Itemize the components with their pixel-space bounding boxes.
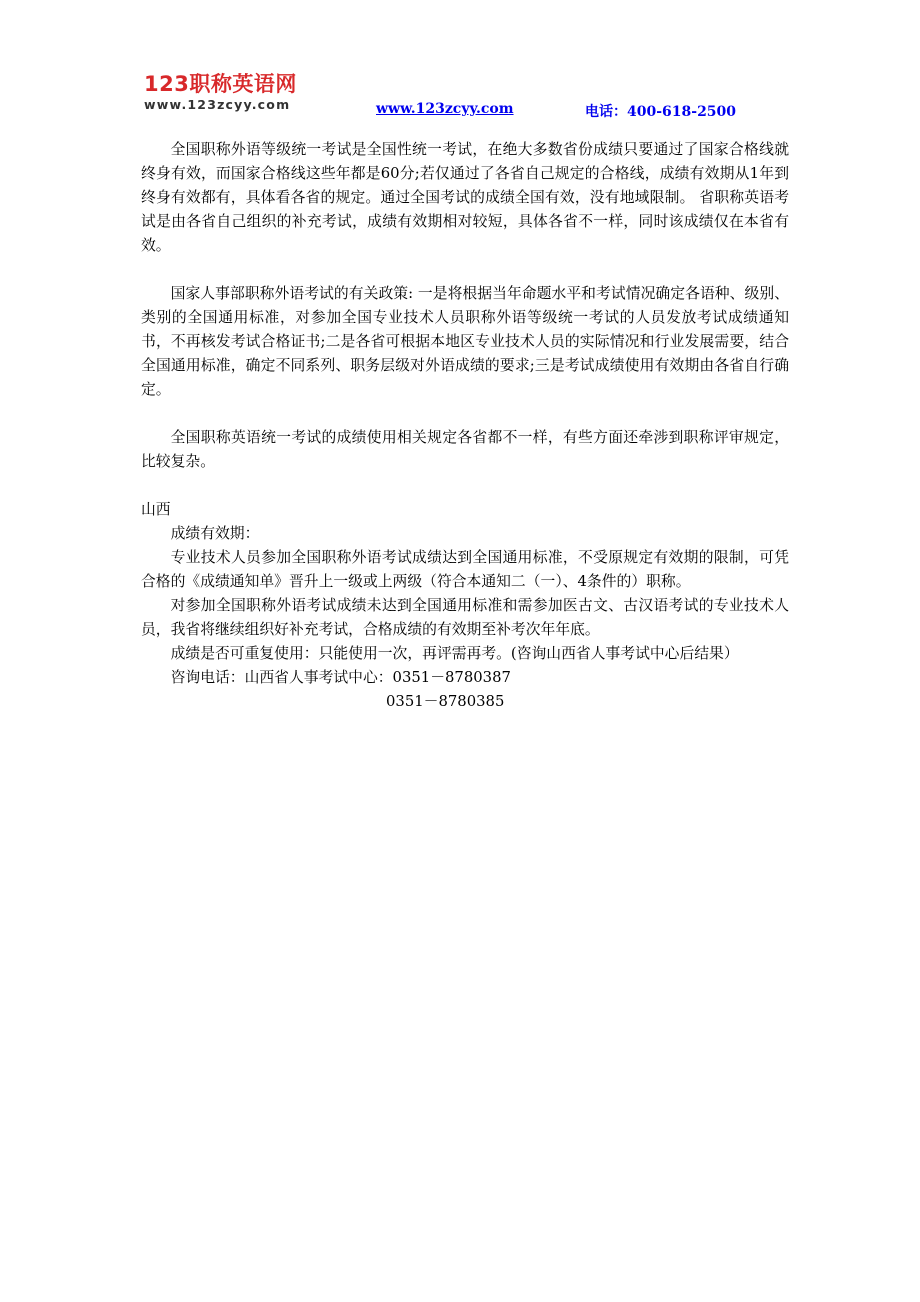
phone-number: 电话：400-618-2500 — [585, 104, 737, 120]
paragraph-complexity-note: 全国职称英语统一考试的成绩使用相关规定各省都不一样，有些方面还牵涉到职称评审规定，比较复杂。 — [141, 429, 789, 470]
logo-url: www.123zcyy.com — [144, 97, 291, 112]
validity-label: 成绩有效期： — [170, 525, 260, 542]
paragraph-national-policy: 国家人事部职称外语考试的有关政策: 一是将根据当年命题水平和考试情况确定各语种、级别、类别的全国通用标准，对参加全国专业技术人员职称外语等级统一考试的人员发放考试成绩通知书，不再核发考试合格证书;二是各省可根据本地区专业技术人员的实际情况和行业发展需要，结合全国通用标准，确定不同系列、职务层级对外语成绩的要求;三是考试成绩使用有效期由各省自行确定。 — [141, 285, 789, 398]
province-heading: 山西 — [141, 501, 171, 518]
document-body — [141, 138, 789, 714]
paragraph-validity-overview: 全国职称外语等级统一考试是全国性统一考试，在绝大多数省份成绩只要通过了国家合格线就终身有效，而国家合格线这些年都是60分;若仅通过了各省自己规定的合格线，成绩有效期从1年到终身有效都有，具体看各省的规定。通过全国考试的成绩全国有效，没有地域限制。 省职称英语考试是由各省自己组织的补充考试，成绩有效期相对较短，具体各省不一样，同时该成绩仅在本省有效。 — [141, 141, 789, 254]
reuse-rule: 成绩是否可重复使用：只能使用一次，再评需再考。(咨询山西省人事考试中心后结果） — [170, 645, 739, 662]
website-link[interactable]: www.123zcyy.com — [376, 101, 514, 117]
site-logo[interactable] — [144, 72, 297, 113]
shanxi-rule-1: 专业技术人员参加全国职称外语考试成绩达到全国通用标准，不受原规定有效期的限制，可凭合格的《成绩通知单》晋升上一级或上两级（符合本通知二（一）、4条件的）职称。 — [141, 549, 789, 590]
contact-phone-2: 0351－8780385 — [386, 693, 505, 710]
contact-phone: 咨询电话：山西省人事考试中心：0351－8780387 — [170, 669, 511, 686]
logo-title: 123职称英语网 — [144, 72, 297, 96]
shanxi-rule-2: 对参加全国职称外语考试成绩未达到全国通用标准和需参加医古文、古汉语考试的专业技术人员，我省将继续组织好补充考试，合格成绩的有效期至补考次年年底。 — [141, 597, 789, 638]
